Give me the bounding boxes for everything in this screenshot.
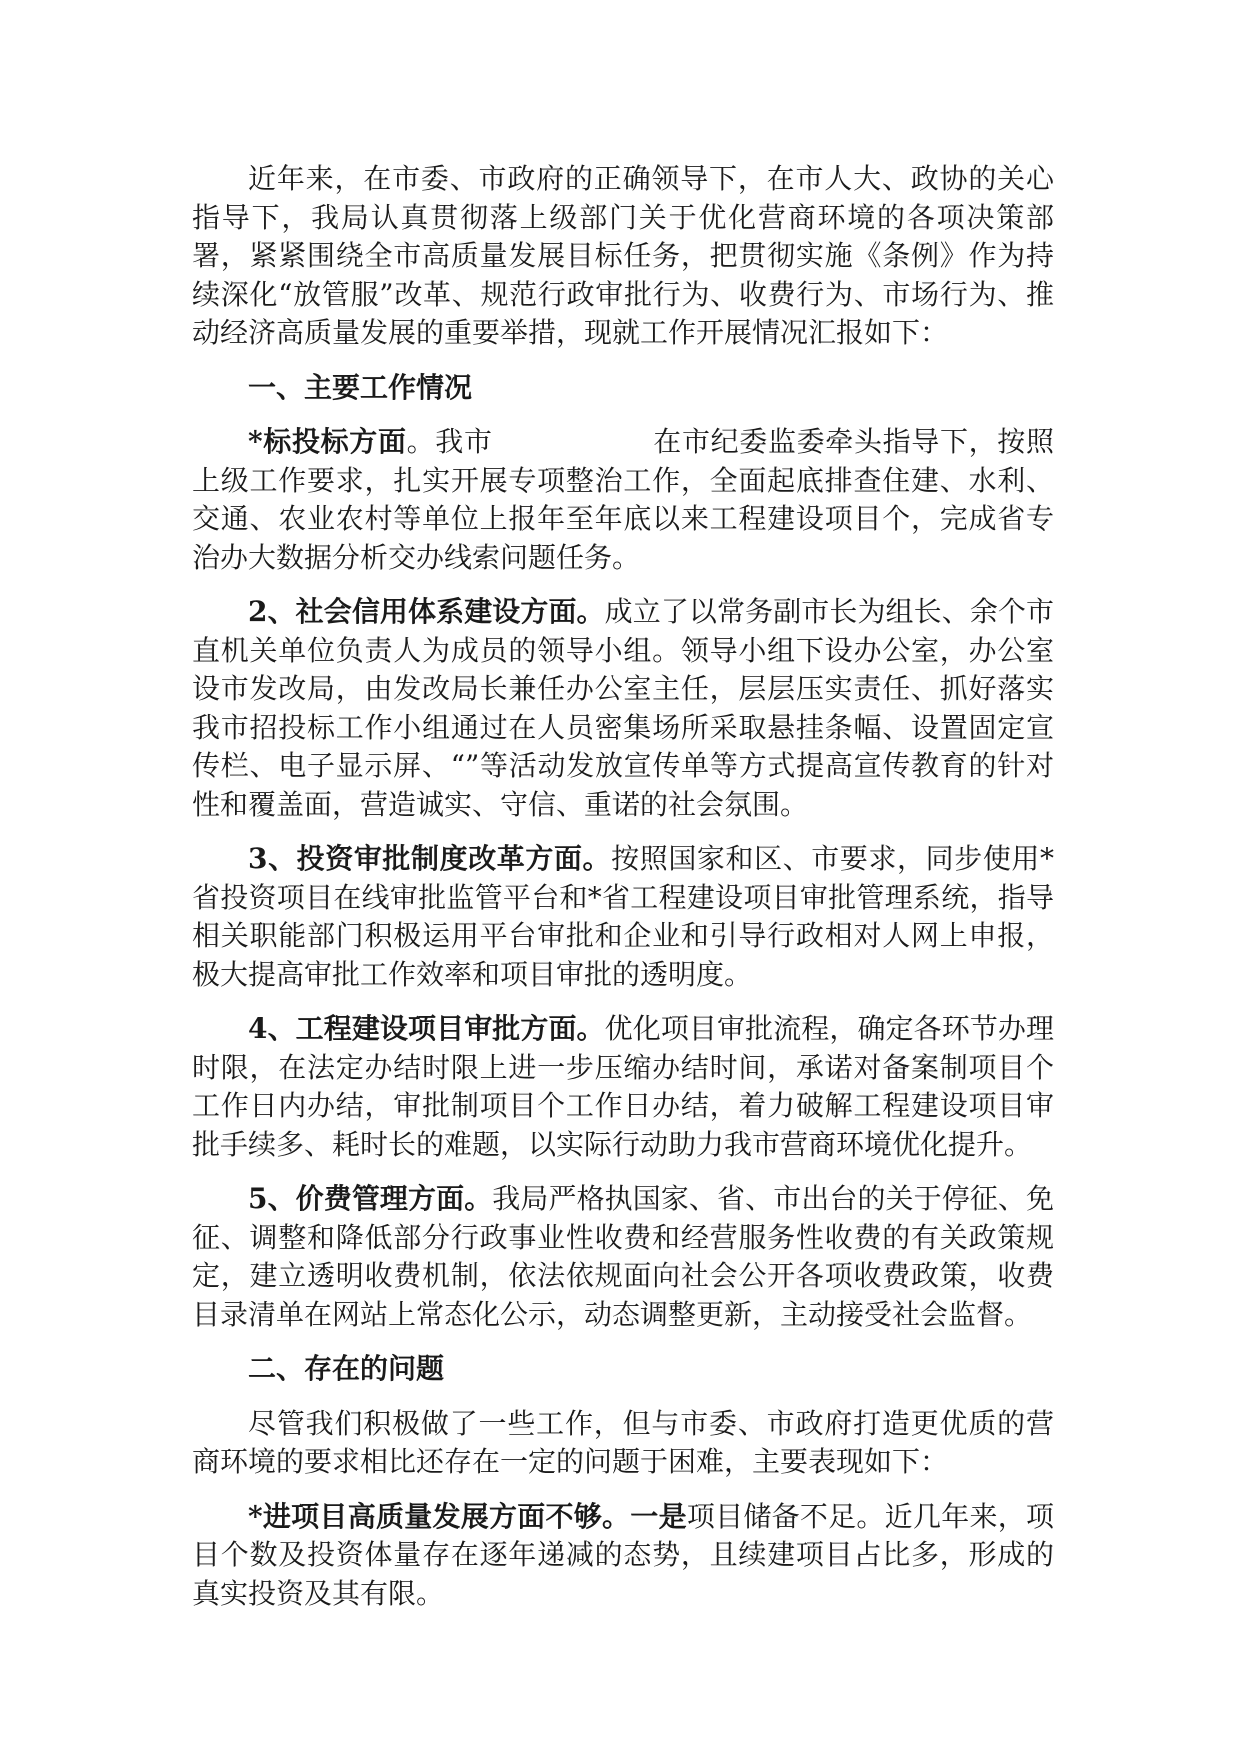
document-page — [192, 160, 1054, 1629]
intro-paragraph: 近年来，在市委、市政府的正确领导下，在市人大、政协的关心指导下，我局认真贯彻落上级部门关于优化营商环境的各项决策部署，紧紧围绕全市高质量发展目标任务，把贯彻实施《条例》作为持续深化“放管服”改革、规范行政审批行为、收费行为、市场行为、推动经济高质量发展的重要举措，现就工作开展情况汇报如下： — [192, 162, 1054, 349]
problems-intro-paragraph: 尽管我们积极做了一些工作，但与市委、市政府打造更优质的营商环境的要求相比还存在一定的问题于困难，主要表现如下： — [192, 1406, 1054, 1478]
item-fees-paragraph — [192, 1180, 1054, 1334]
item-approval-paragraph — [192, 1010, 1054, 1164]
problem-project-text: 项目储备不足。近几年来，项目个数及投资体量存在逐年递减的态势，且续建项目占比多，形成的真实投资及其有限。 — [192, 1499, 1054, 1610]
item-fees-lead: 5、价费管理方面。 — [248, 1182, 493, 1215]
item-fees-text: 我局严格执国家、省、市出台的关于停征、免征、调整和降低部分行政事业性收费和经营服务性收费的有关政策规定，建立透明收费机制，依法依规面向社会公开各项收费政策，收费目录清单在网站上常态化公示，动态调整更新，主动接受社会监督。 — [192, 1182, 1054, 1331]
item-bidding-text-b: 在市纪委监委牵头指导下，按照上级工作要求，扎实开展专项整治工作，全面起底排查住建、水利、交通、农业农村等单位上报年至年底以来工程建设项目个，完成省专治办大数据分析交办线索问题任务。 — [192, 425, 1054, 574]
problem-project-paragraph — [192, 1498, 1054, 1614]
section-heading-main-work: 一、主要工作情况 — [248, 370, 473, 404]
item-investment-paragraph — [192, 840, 1054, 994]
item-bidding-paragraph — [192, 423, 1054, 577]
item-bidding-text-a: 。我市 — [406, 425, 493, 458]
item-credit-text: 成立了以常务副市长为组长、余个市直机关单位负责人为成员的领导小组。领导小组下设办公室，办公室设市发改局，由发改局长兼任办公室主任，层层压实责任、抓好落实我市招投标工作小组通过在人员密集场所采取悬挂条幅、设置固定宣传栏、电子显示屏、“”等活动发放宣传单等方式提高宣传教育的针对性和覆盖面，营造诚实、守信、重诺的社会氛围。 — [192, 595, 1054, 821]
item-approval-text: 优化项目审批流程，确定各环节办理时限，在法定办结时限上进一步压缩办结时间，承诺对备案制项目个工作日内办结，审批制项目个工作日办结，着力破解工程建设项目审批手续多、耗时长的难题，以实际行动助力我市营商环境优化提升。 — [192, 1012, 1054, 1161]
problem-project-lead: *进项目高质量发展方面不够。一是 — [248, 1499, 687, 1533]
item-credit-lead: 2、社会信用体系建设方面。 — [248, 595, 605, 628]
item-investment-text: 按照国家和区、市要求，同步使用*省投资项目在线审批监管平台和*省工程建设项目审批管理系统，指导相关职能部门积极运用平台审批和企业和引导行政相对人网上申报，极大提高审批工作效率和项目审批的透明度。 — [192, 842, 1054, 991]
item-investment-lead: 3、投资审批制度改革方面。 — [248, 842, 612, 875]
item-credit-paragraph — [192, 593, 1054, 824]
item-bidding-lead: *标投标方面 — [248, 425, 407, 458]
section-heading-problems: 二、存在的问题 — [248, 1352, 445, 1385]
item-approval-lead: 4、工程建设项目审批方面。 — [248, 1012, 605, 1045]
